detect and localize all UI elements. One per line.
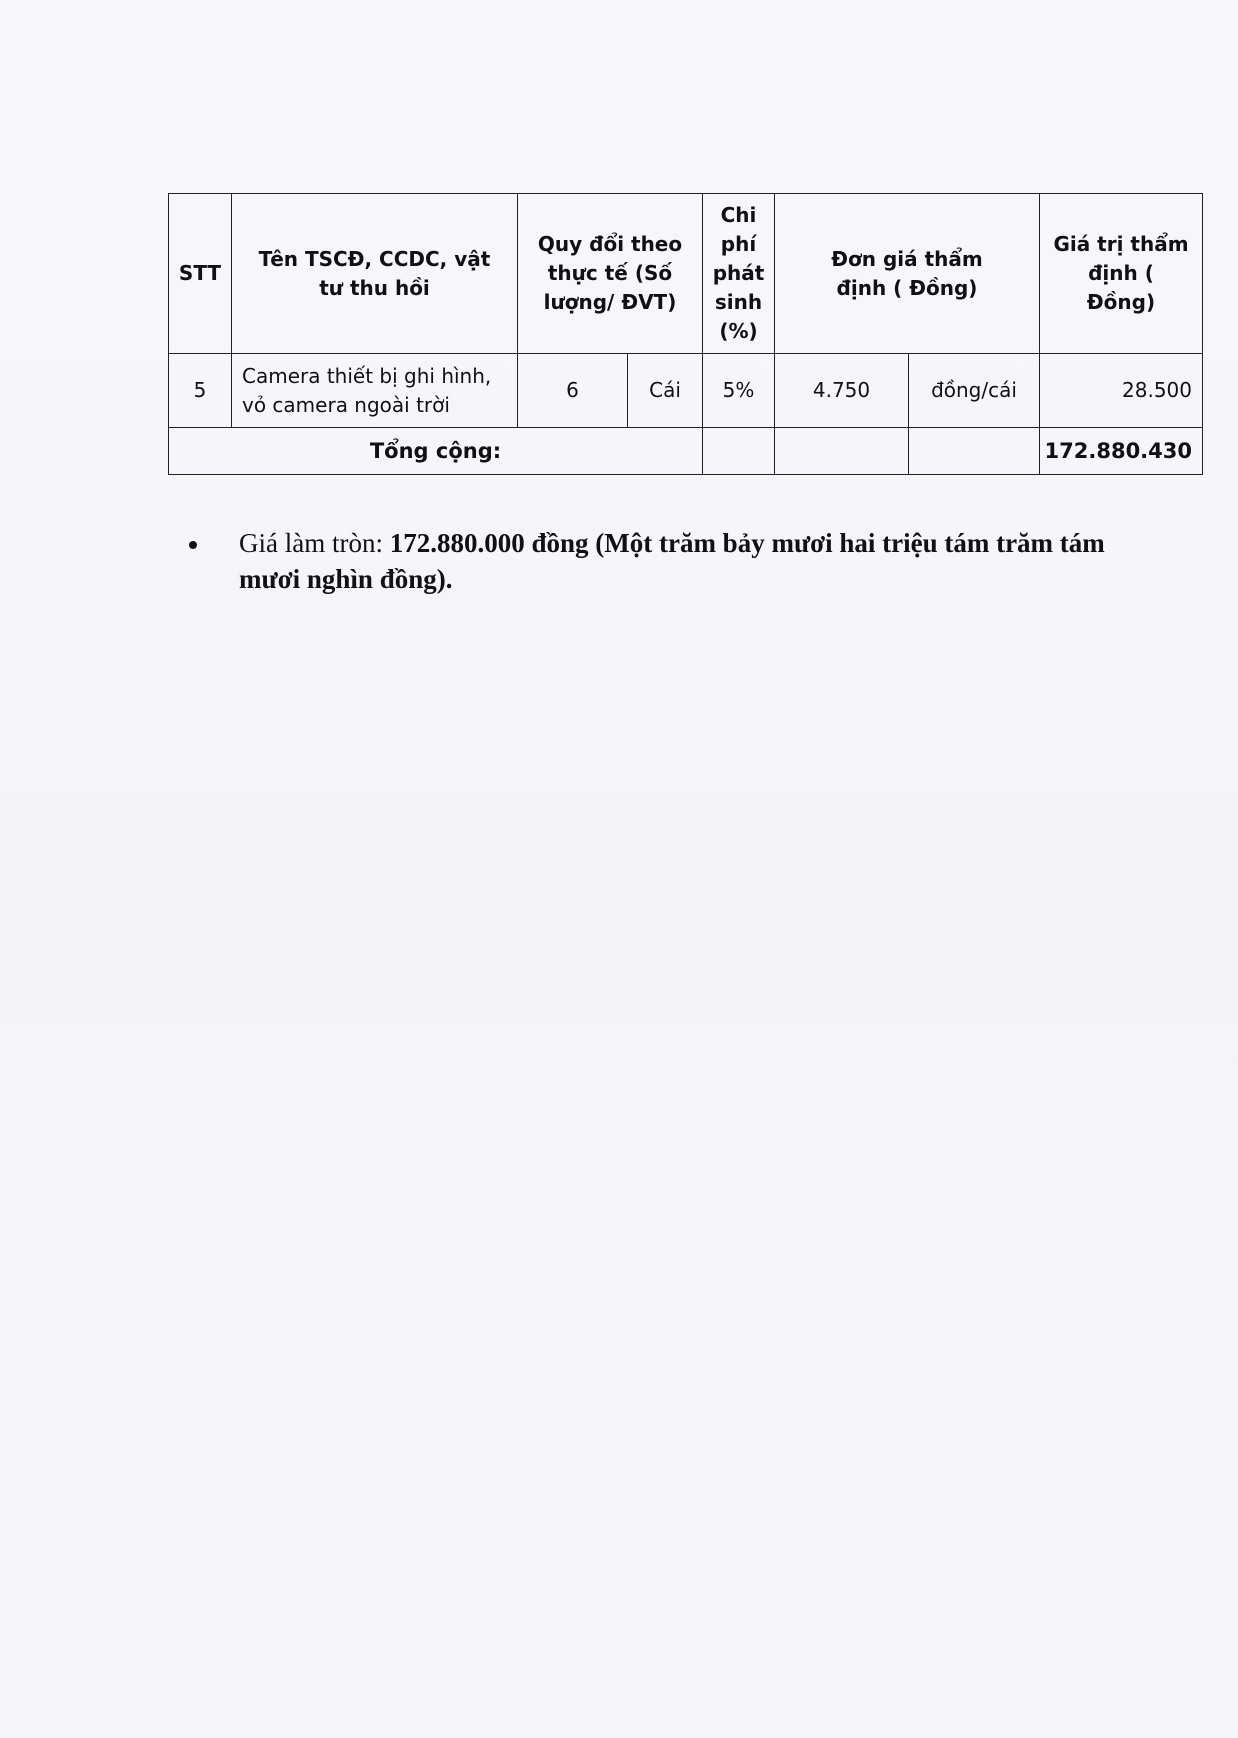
total-empty-cell [775,428,909,475]
table-header-row [169,194,1203,354]
note-label: Giá làm tròn: [239,528,390,558]
note-text [205,525,1145,597]
cell-price-unit: đồng/cái [909,354,1040,428]
header-quantity: Quy đổi theo thực tế (Số lượng/ ĐVT) [518,194,703,354]
total-value: 172.880.430 [1040,428,1203,475]
table-row [169,354,1203,428]
total-empty-cell [909,428,1040,475]
note-amount: 172.880.000 đồng (Một trăm bảy mươi hai triệu tám trăm tám mươi nghìn đồng). [239,528,1105,594]
cell-stt: 5 [169,354,232,428]
cell-name: Camera thiết bị ghi hình, vỏ camera ngoài trời [232,354,518,428]
header-stt: STT [169,194,232,354]
cell-qty: 6 [518,354,628,428]
header-unit-price: Đơn giá thẩm định ( Đồng) [775,194,1040,354]
bullet-icon [189,541,197,549]
total-empty-cell [703,428,775,475]
header-value: Giá trị thẩm định ( Đồng) [1040,194,1203,354]
cell-price: 4.750 [775,354,909,428]
header-cost-pct: Chi phí phát sinh (%) [703,194,775,354]
cell-unit: Cái [628,354,703,428]
total-label: Tổng cộng: [169,428,703,475]
table-total-row [169,428,1203,475]
rounded-price-note [205,525,1145,597]
cell-value: 28.500 [1040,354,1203,428]
asset-valuation-table [168,193,1203,475]
cell-cost-pct: 5% [703,354,775,428]
header-name: Tên TSCĐ, CCDC, vật tư thu hồi [232,194,518,354]
